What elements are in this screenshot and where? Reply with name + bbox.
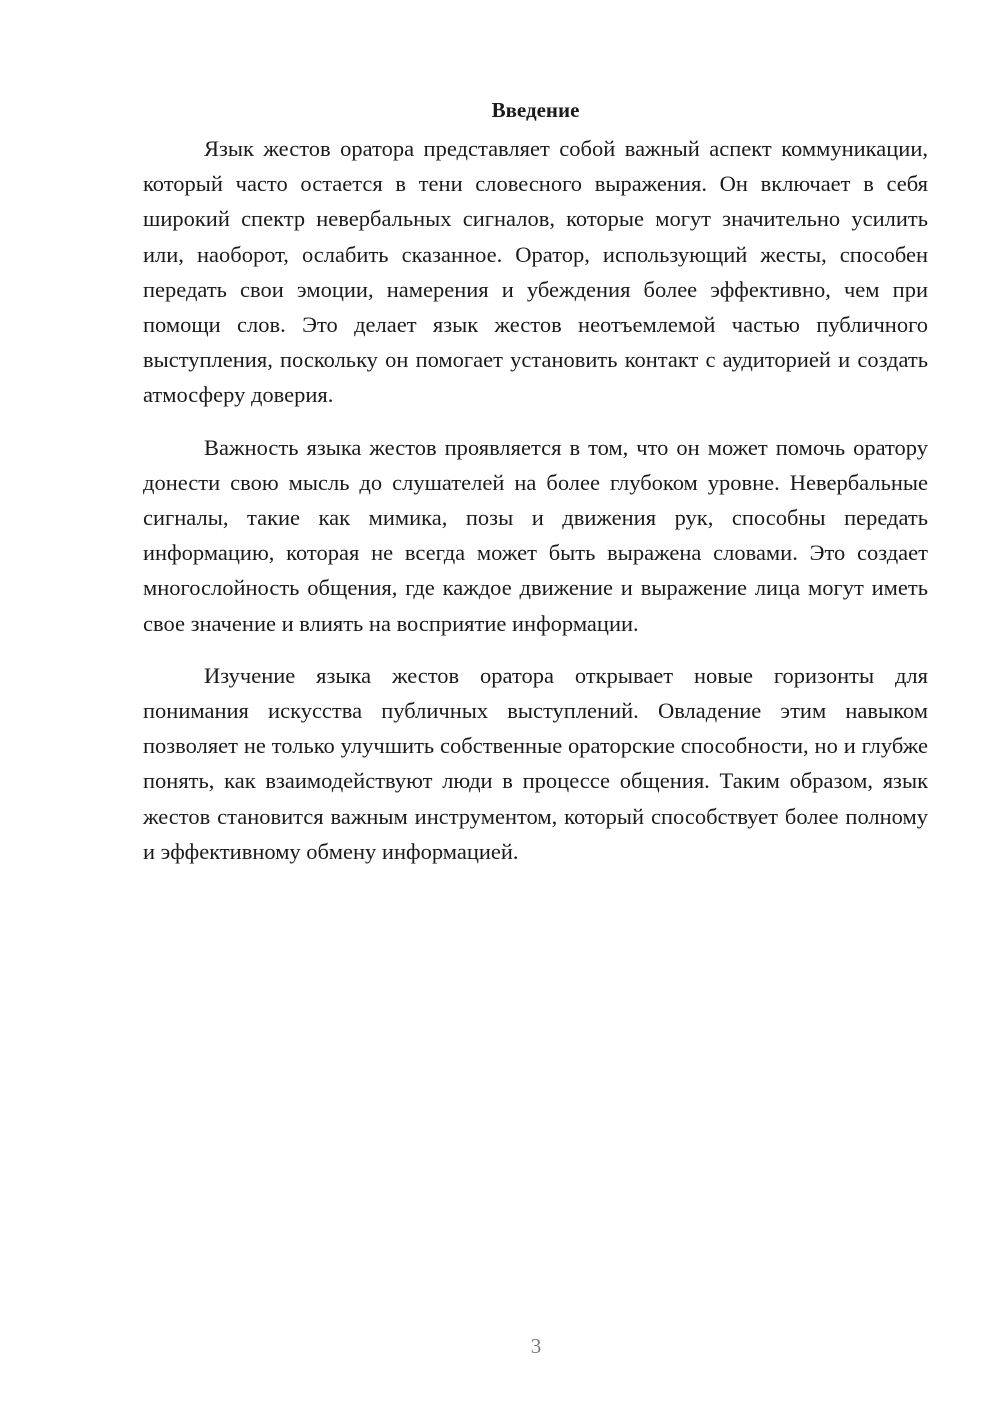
page-content bbox=[143, 92, 928, 869]
section-heading: Введение bbox=[491, 98, 580, 122]
paragraph-3: Изучение языка жестов оратора открывает новые горизонты для понимания искусства публичных выступлений. Овладение этим навыком позволяет не только улучшить собственные ораторские способности, но и глубже понять, как взаимодействуют люди в процессе общения. Таким образом, язык жестов становится важным инструментом, который способствует более полному и эффективному обмену информацией. bbox=[143, 662, 928, 864]
paragraph-2: Важность языка жестов проявляется в том, что он может помочь оратору донести свою мысль до слушателей на более глубоком уровне. Невербальные сигналы, такие как мимика, позы и движения рук, способны передать информацию, которая не всегда может быть выражена словами. Это создает многослойность общения, где каждое движение и выражение лица могут иметь свое значение и влиять на восприятие информации. bbox=[143, 434, 928, 636]
paragraph-1: Язык жестов оратора представляет собой важный аспект коммуникации, который часто остается в тени словесного выражения. Он включает в себя широкий спектр невербальных сигналов, которые могут значительно усилить или, наоборот, ослабить сказанное. Оратор, использующий жесты, способен передать свои эмоции, намерения и убеждения более эффективно, чем при помощи слов. Это делает язык жестов неотъемлемой частью публичного выступления, поскольку он помогает установить контакт с аудиторией и создать атмосферу доверия. bbox=[143, 136, 928, 408]
page-number: 3 bbox=[530, 1334, 542, 1358]
